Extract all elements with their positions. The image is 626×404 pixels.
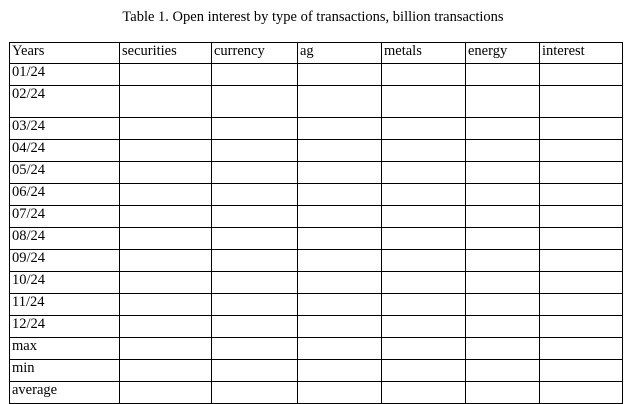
- row-label: 03/24: [10, 118, 120, 140]
- row-label: 10/24: [10, 272, 120, 294]
- table-cell: [212, 272, 298, 294]
- table-row: [10, 360, 623, 382]
- table-cell: [298, 250, 382, 272]
- table-cell: [382, 360, 466, 382]
- row-label: 04/24: [10, 140, 120, 162]
- table-cell: [212, 316, 298, 338]
- table-cell: [540, 272, 623, 294]
- row-label: 12/24: [10, 316, 120, 338]
- table-cell: [298, 140, 382, 162]
- table-cell: [298, 316, 382, 338]
- table-cell: [212, 162, 298, 184]
- table-cell: [540, 316, 623, 338]
- table-cell: [120, 162, 212, 184]
- table-cell: [212, 86, 298, 118]
- table-cell: [382, 140, 466, 162]
- table-cell: [382, 184, 466, 206]
- table-cell: [120, 184, 212, 206]
- table-cell: [212, 206, 298, 228]
- table-header-row: [10, 43, 623, 64]
- column-header: currency: [212, 43, 298, 64]
- row-label: 07/24: [10, 206, 120, 228]
- column-header: energy: [466, 43, 540, 64]
- table-cell: [466, 228, 540, 250]
- table-row: [10, 64, 623, 86]
- table-cell: [382, 250, 466, 272]
- table-cell: [212, 382, 298, 404]
- table-cell: [212, 64, 298, 86]
- table-cell: [466, 316, 540, 338]
- table-row: [10, 118, 623, 140]
- table-row: [10, 206, 623, 228]
- table-cell: [540, 118, 623, 140]
- column-header: ag: [298, 43, 382, 64]
- table-row: [10, 316, 623, 338]
- table-cell: [540, 206, 623, 228]
- table-cell: [540, 64, 623, 86]
- table-cell: [120, 272, 212, 294]
- table-cell: [298, 272, 382, 294]
- table-cell: [120, 250, 212, 272]
- table-cell: [466, 338, 540, 360]
- table-cell: [298, 360, 382, 382]
- row-label: 09/24: [10, 250, 120, 272]
- table-cell: [298, 86, 382, 118]
- table-cell: [466, 206, 540, 228]
- table-body: [10, 43, 623, 404]
- table-cell: [540, 162, 623, 184]
- row-label: average: [10, 382, 120, 404]
- table-cell: [120, 86, 212, 118]
- table-cell: [212, 338, 298, 360]
- table-cell: [540, 140, 623, 162]
- table-row: [10, 184, 623, 206]
- table-cell: [466, 294, 540, 316]
- table-cell: [466, 86, 540, 118]
- table-cell: [298, 64, 382, 86]
- table-cell: [120, 382, 212, 404]
- row-label: min: [10, 360, 120, 382]
- table-row: [10, 272, 623, 294]
- table-cell: [382, 118, 466, 140]
- table-cell: [382, 86, 466, 118]
- column-header: metals: [382, 43, 466, 64]
- table-cell: [466, 64, 540, 86]
- table-cell: [212, 250, 298, 272]
- table-cell: [382, 228, 466, 250]
- table-cell: [382, 382, 466, 404]
- table-cell: [382, 64, 466, 86]
- table-cell: [120, 140, 212, 162]
- column-header: Years: [10, 43, 120, 64]
- table-row: [10, 250, 623, 272]
- table-row: [10, 382, 623, 404]
- table-cell: [120, 206, 212, 228]
- row-label: 01/24: [10, 64, 120, 86]
- table-cell: [382, 338, 466, 360]
- table-cell: [466, 184, 540, 206]
- table-cell: [382, 316, 466, 338]
- table-cell: [120, 360, 212, 382]
- table-cell: [466, 250, 540, 272]
- table-cell: [298, 206, 382, 228]
- table-cell: [120, 64, 212, 86]
- table-cell: [540, 228, 623, 250]
- table-cell: [540, 86, 623, 118]
- table-cell: [382, 272, 466, 294]
- table-cell: [212, 118, 298, 140]
- table-row: [10, 86, 623, 118]
- table-cell: [212, 140, 298, 162]
- row-label: 05/24: [10, 162, 120, 184]
- table-cell: [212, 184, 298, 206]
- table-cell: [466, 162, 540, 184]
- table-caption: Table 1. Open interest by type of transactions, billion transactions: [122, 9, 504, 25]
- table-cell: [540, 184, 623, 206]
- table-row: [10, 228, 623, 250]
- table-row: [10, 140, 623, 162]
- row-label: 06/24: [10, 184, 120, 206]
- table-cell: [120, 338, 212, 360]
- table-cell: [466, 140, 540, 162]
- table-cell: [120, 294, 212, 316]
- row-label: 08/24: [10, 228, 120, 250]
- open-interest-table: [9, 42, 623, 404]
- table-cell: [298, 338, 382, 360]
- table-cell: [540, 338, 623, 360]
- table-cell: [466, 382, 540, 404]
- row-label: 11/24: [10, 294, 120, 316]
- table-cell: [298, 184, 382, 206]
- table-cell: [466, 118, 540, 140]
- table-cell: [120, 228, 212, 250]
- table-row: [10, 294, 623, 316]
- column-header: interest: [540, 43, 623, 64]
- table-row: [10, 338, 623, 360]
- table-cell: [212, 228, 298, 250]
- row-label: 02/24: [10, 86, 120, 118]
- table-cell: [120, 118, 212, 140]
- table-cell: [382, 206, 466, 228]
- table-cell: [120, 316, 212, 338]
- table-cell: [298, 294, 382, 316]
- table-row: [10, 162, 623, 184]
- table-cell: [540, 250, 623, 272]
- table-cell: [298, 382, 382, 404]
- table-cell: [298, 118, 382, 140]
- table-cell: [466, 272, 540, 294]
- table-cell: [540, 360, 623, 382]
- row-label: max: [10, 338, 120, 360]
- table-cell: [382, 162, 466, 184]
- table-cell: [466, 360, 540, 382]
- table-cell: [212, 360, 298, 382]
- column-header: securities: [120, 43, 212, 64]
- table-cell: [540, 294, 623, 316]
- table-cell: [298, 228, 382, 250]
- table-cell: [540, 382, 623, 404]
- table-cell: [298, 162, 382, 184]
- table-cell: [212, 294, 298, 316]
- table-cell: [382, 294, 466, 316]
